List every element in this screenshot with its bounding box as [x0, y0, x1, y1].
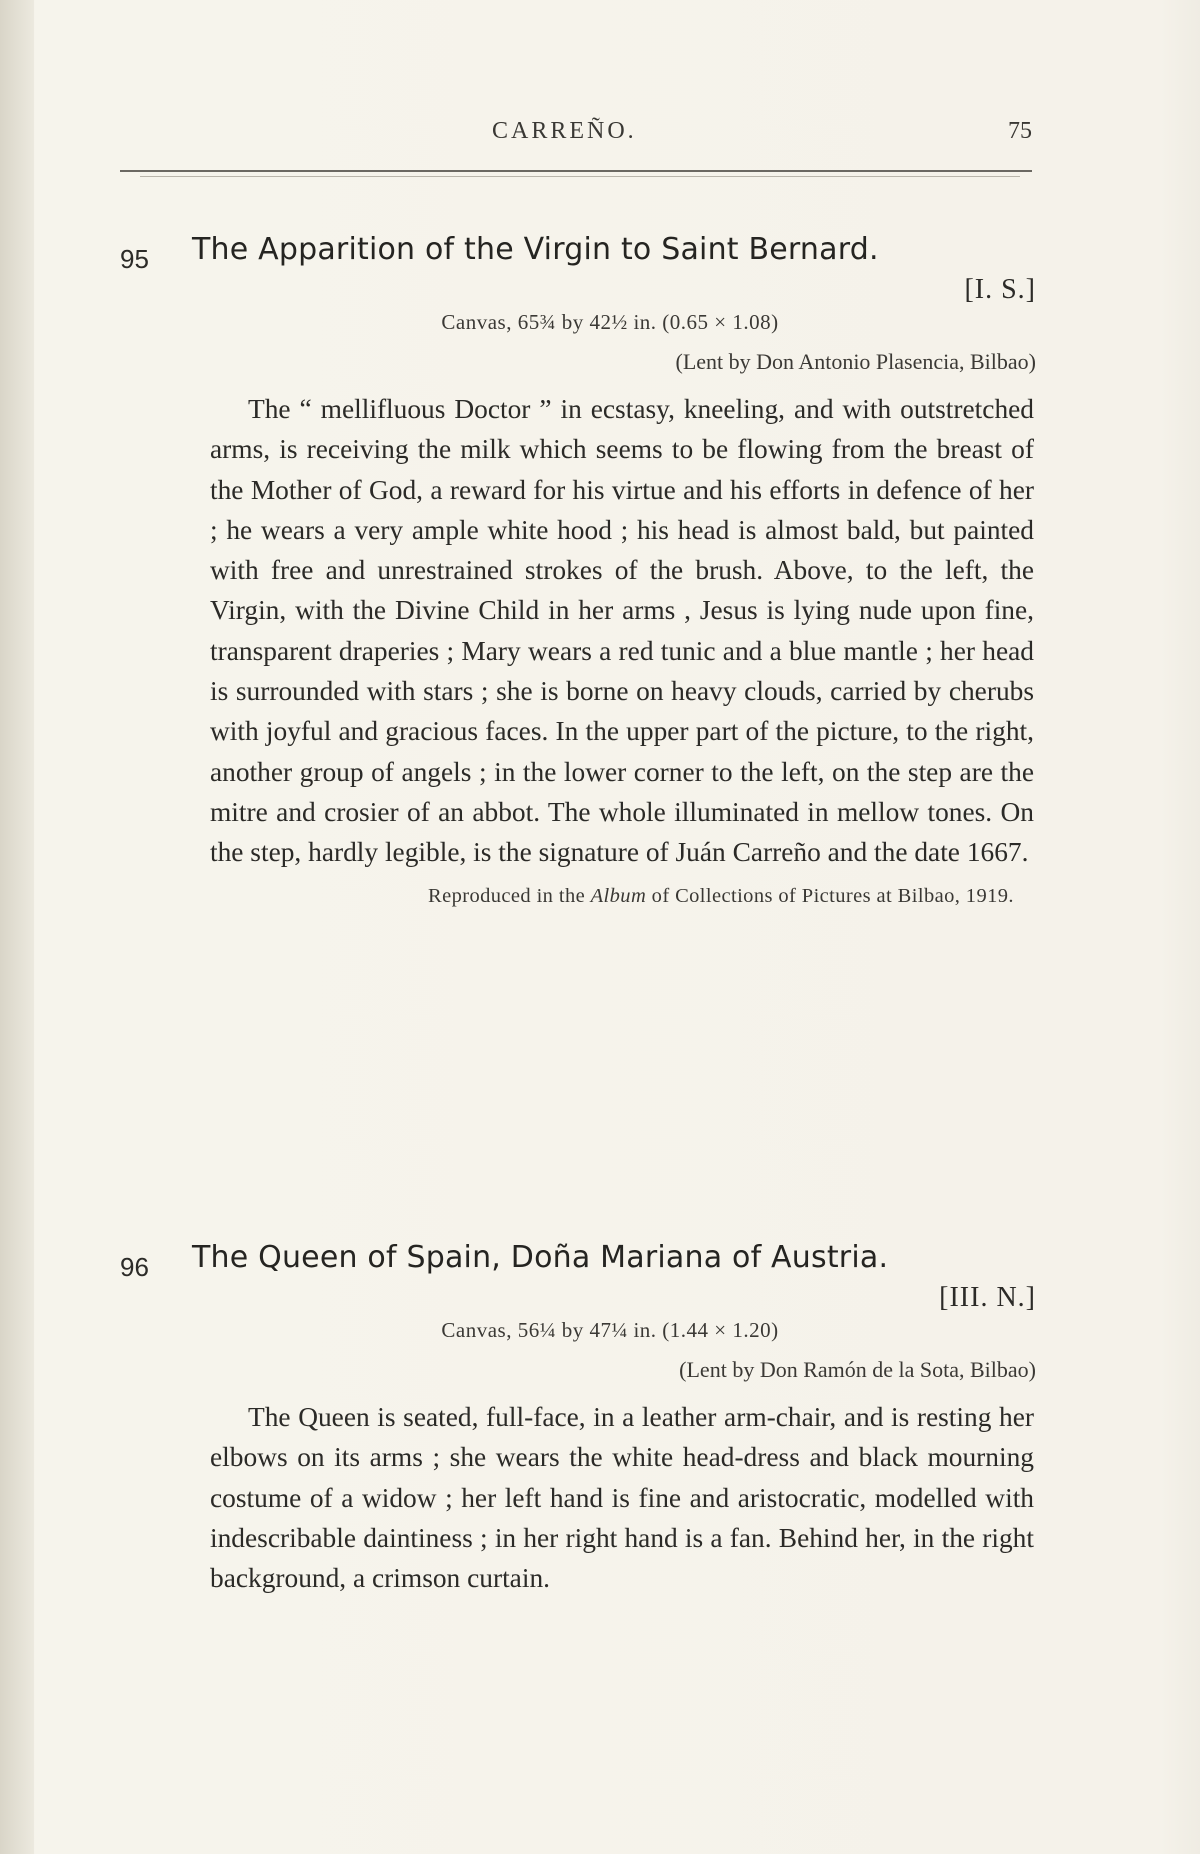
entry-heading — [120, 232, 1040, 282]
entry-lender: (Lent by Don Antonio Plasencia, Bilbao) — [675, 349, 1036, 374]
catalogue-entry — [120, 232, 1040, 911]
entry-description: The “ mellifluous Doctor ” in ecstasy, kneeling, and with outstretched arms, is receiving the milk which seems to be flowing from the breast of the Mother of God, a reward for his virtue and his efforts in defence of her ; he wears a very ample white hood ; his head is almost bald, but painted with free and unrestrained strokes of the brush. Above, to the left, the Virgin, with the Divine Child in her arms , Jesus is lying nude upon fine, transparent draperies ; Mary wears a red tunic and a blue mantle ; her head is surrounded with stars ; she is borne on heavy clouds, carried by cherubs with joyful and gracious faces. In the upper part of the picture, to the right, another group of angels ; in the lower corner to the left, on the step are the mitre and crosier of an abbot. The whole illuminated in mellow tones. On the step, hardly legible, is the signature of Juán Carreño and the date 1667. — [210, 394, 1034, 868]
entry-classification: [III. N.] — [939, 1282, 1036, 1313]
entry-lender: (Lent by Don Ramón de la Sota, Bilbao) — [679, 1357, 1036, 1382]
entry-title: The Queen of Spain, Doña Mariana of Austria. — [192, 1240, 889, 1275]
note-album-title: Album — [590, 884, 647, 907]
entry-description: The Queen is seated, full-face, in a leather arm-chair, and is resting her elbows on its arms ; she wears the white head-dress and black mourning costume of a widow ; her left hand is fine and aristocratic, modelled with indescribable daintiness ; in her right hand is a fan. Behind her, in the right background, a crimson curtain. — [210, 1402, 1034, 1594]
entry-title: The Apparition of the Virgin to Saint Bernard. — [192, 232, 879, 267]
catalogue-entry — [120, 1240, 1040, 1598]
entry-canvas-dimensions: Canvas, 65¾ by 42½ in. (0.65 × 1.08) — [441, 310, 779, 334]
entry-classification: [I. S.] — [964, 274, 1036, 305]
entry-number: 95 — [120, 244, 149, 274]
running-head — [120, 118, 1032, 152]
note-prefix: Reproduced in the — [428, 884, 591, 907]
header-rule — [120, 170, 1032, 172]
note-suffix: of Collections of Pictures at Bilbao, 1919. — [646, 884, 1014, 907]
running-title: CARREÑO. — [492, 118, 637, 144]
page-number: 75 — [1008, 118, 1032, 144]
entry-heading — [120, 1240, 1040, 1290]
entry-number: 96 — [120, 1252, 149, 1282]
entry-reproduction-note — [428, 881, 1036, 911]
page-gutter — [0, 0, 34, 1854]
entry-canvas-dimensions: Canvas, 56¼ by 47¼ in. (1.44 × 1.20) — [441, 1318, 779, 1342]
header-rule-secondary — [140, 176, 1020, 177]
